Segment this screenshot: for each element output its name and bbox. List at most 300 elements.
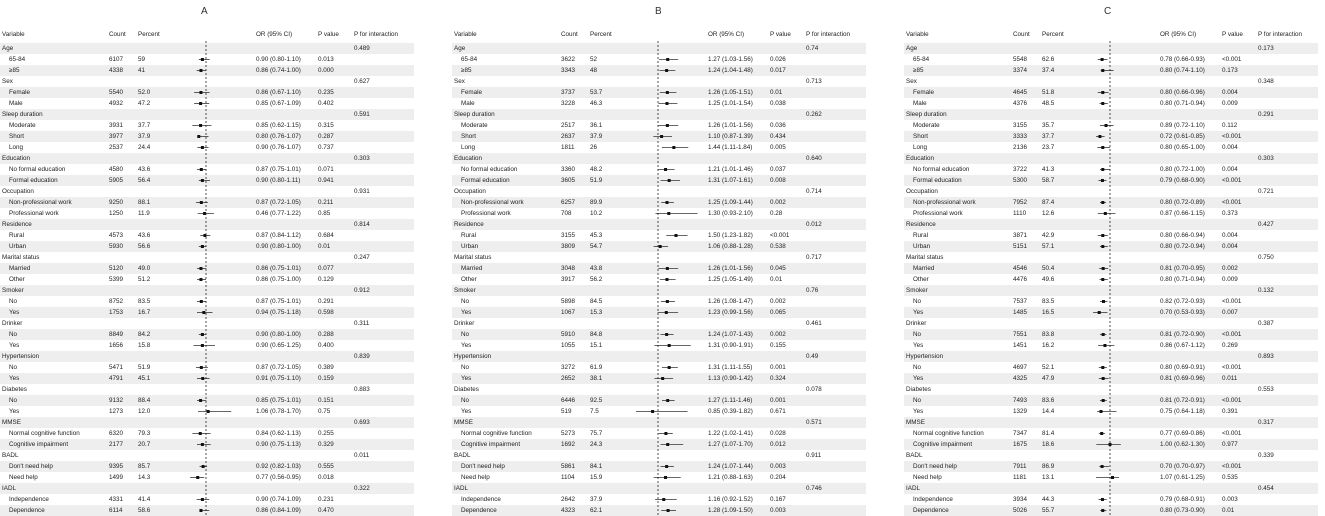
or-ci-cell: 1.24 (1.07-1.43) — [708, 331, 753, 338]
percent-cell: 26 — [590, 144, 598, 151]
p-value-cell: 0.026 — [770, 56, 786, 63]
or-point — [1102, 377, 1105, 380]
count-cell: 5905 — [109, 177, 124, 184]
or-ci-cell: 1.16 (0.92-1.52) — [708, 496, 753, 503]
p-interaction: 0.303 — [354, 155, 370, 162]
p-value-cell: 0.003 — [1222, 496, 1238, 503]
variable-label: Don't need help — [9, 463, 53, 470]
percent-cell: 59 — [138, 56, 146, 63]
count-cell: 1675 — [1013, 441, 1028, 448]
or-ci-cell: 0.80 (0.66-0.94) — [1160, 232, 1205, 239]
or-point — [666, 267, 669, 270]
or-ci-cell: 0.70 (0.53-0.93) — [1160, 309, 1205, 316]
or-point — [1101, 245, 1104, 248]
or-ci-cell: 0.80 (0.72-1.00) — [1160, 166, 1205, 173]
variable-label: Yes — [913, 342, 924, 349]
variable-label: Cognitive impairment — [461, 441, 521, 448]
or-ci-cell: 0.84 (0.62-1.13) — [256, 430, 301, 437]
or-ci-cell: 0.87 (0.75-1.01) — [256, 166, 301, 173]
or-ci-cell: 1.06 (0.78-1.70) — [256, 408, 301, 415]
count-cell: 519 — [561, 408, 572, 415]
or-ci-cell: 0.80 (0.71-0.94) — [1160, 276, 1205, 283]
or-ci-cell: 1.28 (1.09-1.50) — [708, 507, 753, 514]
or-ci-cell: 1.50 (1.23-1.82) — [708, 232, 753, 239]
or-point — [201, 498, 204, 501]
variable-label: Female — [913, 89, 934, 96]
or-point — [1102, 300, 1105, 303]
p-value-cell: 0.065 — [770, 309, 786, 316]
or-ci-cell: 0.80 (0.72-0.89) — [1160, 199, 1205, 206]
p-value-cell: 0.000 — [318, 67, 334, 74]
count-cell: 3343 — [561, 67, 576, 74]
count-cell: 4376 — [1013, 100, 1028, 107]
count-cell: 2642 — [561, 496, 576, 503]
variable-label: No — [913, 364, 922, 371]
variable-label: Other — [9, 276, 25, 283]
p-interaction: 0.173 — [1258, 45, 1274, 52]
or-point — [1101, 102, 1104, 105]
p-interaction: 0.931 — [354, 188, 370, 195]
p-interaction: 0.489 — [354, 45, 370, 52]
p-interaction: 0.461 — [806, 320, 822, 327]
or-ci-cell: 0.77 (0.69-0.86) — [1160, 430, 1205, 437]
count-cell: 3917 — [561, 276, 576, 283]
or-point — [1098, 135, 1101, 138]
count-cell: 1811 — [561, 144, 575, 151]
percent-cell: 16.2 — [1042, 342, 1055, 349]
count-cell: 3809 — [561, 243, 576, 250]
variable-label: No — [9, 298, 18, 305]
variable-label: No — [9, 331, 18, 338]
or-point — [201, 333, 204, 336]
p-interaction: 0.750 — [1258, 254, 1274, 261]
or-point — [1101, 366, 1104, 369]
variable-label: Sex — [2, 78, 13, 85]
variable-label: Occupation — [2, 188, 34, 195]
p-value-cell: 0.389 — [318, 364, 334, 371]
or-ci-cell: 1.27 (1.07-1.70) — [708, 441, 753, 448]
variable-label: Yes — [913, 408, 924, 415]
percent-cell: 20.7 — [138, 441, 151, 448]
count-cell: 4645 — [1013, 89, 1028, 96]
or-ci-cell: 1.00 (0.62-1.30) — [1160, 441, 1205, 448]
percent-cell: 11.9 — [138, 210, 150, 217]
p-value-cell: 0.01 — [318, 243, 331, 250]
p-value-cell: 0.535 — [1222, 474, 1238, 481]
panel-title: B — [655, 6, 662, 17]
or-point — [666, 124, 669, 127]
percent-cell: 53.7 — [590, 89, 603, 96]
or-point — [201, 179, 204, 182]
or-point — [200, 201, 203, 204]
or-point — [1101, 465, 1104, 468]
or-point — [201, 344, 204, 347]
p-value-cell: <0.001 — [770, 232, 790, 239]
header-or: OR (95% CI) — [256, 31, 293, 38]
percent-cell: 15.1 — [590, 342, 603, 349]
or-ci-cell: 0.86 (0.67-1.10) — [256, 89, 301, 96]
or-ci-cell: 0.80 (0.66-0.96) — [1160, 89, 1205, 96]
variable-label: Yes — [461, 342, 472, 349]
percent-cell: 37.9 — [590, 133, 603, 140]
or-ci-cell: 0.89 (0.72-1.10) — [1160, 122, 1205, 129]
percent-cell: 41 — [138, 67, 146, 74]
or-ci-cell: 1.24 (1.04-1.48) — [708, 67, 753, 74]
variable-label: Urban — [461, 243, 479, 250]
variable-label: Formal education — [913, 177, 962, 184]
count-cell: 3722 — [1013, 166, 1028, 173]
percent-cell: 52.0 — [138, 89, 151, 96]
header-or: OR (95% CI) — [1160, 31, 1197, 38]
percent-cell: 38.1 — [590, 375, 603, 382]
percent-cell: 52.1 — [1042, 364, 1055, 371]
variable-label: No formal education — [9, 166, 66, 173]
or-ci-cell: 1.10 (0.87-1.39) — [708, 133, 753, 140]
count-cell: 6320 — [109, 430, 124, 437]
percent-cell: 45.1 — [138, 375, 151, 382]
or-ci-cell: 0.90 (0.80-1.00) — [256, 331, 301, 338]
variable-label: Rural — [461, 232, 477, 239]
p-interaction: 0.348 — [1258, 78, 1274, 85]
variable-label: Dependence — [9, 507, 45, 514]
or-point — [666, 300, 669, 303]
count-cell: 3871 — [1013, 232, 1028, 239]
or-point — [199, 278, 202, 281]
count-cell: 5910 — [561, 331, 576, 338]
or-point — [197, 135, 200, 138]
or-point — [1102, 399, 1105, 402]
variable-label: Age — [2, 45, 14, 52]
variable-label: Residence — [906, 221, 936, 228]
or-ci-cell: 0.80 (0.76-1.07) — [256, 133, 301, 140]
percent-cell: 49.6 — [1042, 276, 1055, 283]
p-interaction: 0.011 — [354, 452, 370, 459]
p-value-cell: 0.434 — [770, 133, 786, 140]
p-interaction: 0.839 — [354, 353, 370, 360]
variable-label: Long — [461, 144, 476, 151]
or-ci-cell: 0.92 (0.82-1.03) — [256, 463, 301, 470]
header-variable: Variable — [906, 31, 929, 38]
variable-label: ≥85 — [461, 67, 472, 74]
or-ci-cell: 0.78 (0.66-0.93) — [1160, 56, 1205, 63]
p-value-cell: 0.037 — [770, 166, 786, 173]
p-interaction: 0.339 — [1258, 452, 1274, 459]
variable-label: Age — [454, 45, 466, 52]
variable-label: Normal cognitive function — [461, 430, 532, 437]
or-ci-cell: 1.44 (1.11-1.84) — [708, 144, 753, 151]
percent-cell: 23.7 — [1042, 144, 1055, 151]
variable-label: Short — [461, 133, 477, 140]
percent-cell: 83.5 — [138, 298, 151, 305]
variable-label: Dependence — [461, 507, 497, 514]
or-point — [668, 366, 671, 369]
count-cell: 8849 — [109, 331, 124, 338]
count-cell: 1451 — [1013, 342, 1028, 349]
or-point — [666, 443, 669, 446]
percent-cell: 58.7 — [1042, 177, 1055, 184]
or-point — [668, 179, 671, 182]
variable-label: 65-84 — [913, 56, 930, 63]
or-point — [672, 146, 675, 149]
p-interaction: 0.303 — [1258, 155, 1274, 162]
count-cell: 5548 — [1013, 56, 1028, 63]
variable-label: Moderate — [461, 122, 488, 129]
or-point — [1101, 509, 1104, 512]
variable-label: No formal education — [461, 166, 518, 173]
or-ci-cell: 1.26 (1.08-1.47) — [708, 298, 753, 305]
or-ci-cell: 0.86 (0.67-1.12) — [1160, 342, 1205, 349]
count-cell: 9250 — [109, 199, 124, 206]
variable-label: ≥85 — [9, 67, 20, 74]
p-value-cell: 0.400 — [318, 342, 334, 349]
or-point — [1101, 58, 1104, 61]
variable-label: Formal education — [9, 177, 58, 184]
or-ci-cell: 0.87 (0.84-1.12) — [256, 232, 301, 239]
count-cell: 9395 — [109, 463, 124, 470]
or-point — [1101, 69, 1104, 72]
variable-label: Need help — [9, 474, 38, 481]
p-value-cell: 0.028 — [770, 430, 786, 437]
or-point — [1102, 333, 1105, 336]
header-percent: Percent — [590, 31, 612, 38]
p-value-cell: 0.173 — [1222, 67, 1238, 74]
p-value-cell: 0.004 — [1222, 89, 1238, 96]
or-ci-cell: 0.77 (0.56-0.95) — [256, 474, 301, 481]
p-value-cell: <0.001 — [1222, 199, 1242, 206]
p-interaction: 0.883 — [354, 386, 370, 393]
variable-label: Short — [913, 133, 929, 140]
or-point — [1101, 498, 1104, 501]
p-value-cell: 0.003 — [770, 463, 786, 470]
count-cell: 7347 — [1013, 430, 1028, 437]
percent-cell: 45.3 — [590, 232, 603, 239]
p-interaction: 0.640 — [806, 155, 822, 162]
p-interaction: 0.721 — [1258, 188, 1274, 195]
or-point — [199, 267, 202, 270]
variable-label: Marital status — [2, 254, 40, 261]
percent-cell: 16.5 — [1042, 309, 1055, 316]
count-cell: 3737 — [561, 89, 576, 96]
percent-cell: 89.9 — [590, 199, 603, 206]
percent-cell: 15.9 — [590, 474, 603, 481]
or-point — [1103, 344, 1106, 347]
p-value-cell: 0.01 — [770, 89, 783, 96]
percent-cell: 37.7 — [138, 122, 151, 129]
variable-label: Sleep duration — [454, 111, 495, 118]
or-point — [1102, 267, 1105, 270]
variable-label: Rural — [913, 232, 929, 239]
header-count: Count — [109, 31, 126, 38]
p-value-cell: 0.470 — [318, 507, 334, 514]
or-point — [1101, 91, 1104, 94]
or-point — [665, 465, 668, 468]
or-ci-cell: 0.90 (0.80-1.11) — [256, 177, 301, 184]
count-cell: 9132 — [109, 397, 124, 404]
variable-label: Don't need help — [913, 463, 957, 470]
p-value-cell: 0.077 — [318, 265, 334, 272]
variable-label: Professional work — [461, 210, 511, 217]
variable-label: Yes — [461, 309, 472, 316]
or-point — [1111, 476, 1114, 479]
percent-cell: 24.4 — [138, 144, 151, 151]
header-percent: Percent — [138, 31, 160, 38]
p-value-cell: 0.003 — [770, 507, 786, 514]
header-pint: P for interaction — [806, 31, 850, 38]
or-ci-cell: 0.80 (0.72-0.94) — [1160, 243, 1205, 250]
or-ci-cell: 0.85 (0.75-1.01) — [256, 397, 301, 404]
p-interaction: 0.454 — [1258, 485, 1274, 492]
forest-plot — [0, 0, 420, 510]
percent-cell: 47.9 — [1042, 375, 1055, 382]
variable-label: Professional work — [9, 210, 59, 217]
p-interaction: 0.311 — [354, 320, 370, 327]
p-value-cell: 0.167 — [770, 496, 786, 503]
p-value-cell: 0.402 — [318, 100, 334, 107]
p-value-cell: 0.291 — [318, 298, 334, 305]
or-ci-cell: 1.25 (1.09-1.44) — [708, 199, 753, 206]
variable-label: MMSE — [2, 419, 21, 426]
or-ci-cell: 1.22 (1.02-1.41) — [708, 430, 753, 437]
or-point — [201, 58, 204, 61]
variable-label: Smoker — [906, 287, 928, 294]
variable-label: Occupation — [454, 188, 486, 195]
or-point — [201, 377, 204, 380]
variable-label: Yes — [913, 309, 924, 316]
variable-label: Moderate — [913, 122, 940, 129]
or-ci-cell: 0.86 (0.74-1.00) — [256, 67, 301, 74]
variable-label: No — [461, 298, 470, 305]
p-value-cell: 0.009 — [1222, 100, 1238, 107]
percent-cell: 24.3 — [590, 441, 603, 448]
percent-cell: 15.8 — [138, 342, 151, 349]
p-value-cell: <0.001 — [1222, 133, 1242, 140]
percent-cell: 16.7 — [138, 309, 151, 316]
variable-label: Age — [906, 45, 918, 52]
variable-label: IADL — [2, 485, 16, 492]
or-ci-cell: 0.70 (0.70-0.97) — [1160, 463, 1205, 470]
percent-cell: 54.7 — [590, 243, 603, 250]
p-interaction: 0.714 — [806, 188, 822, 195]
or-ci-cell: 0.79 (0.68-0.90) — [1160, 177, 1205, 184]
or-point — [666, 102, 669, 105]
variable-label: Formal education — [461, 177, 510, 184]
variable-label: Female — [461, 89, 482, 96]
or-ci-cell: 1.31 (0.90-1.91) — [708, 342, 753, 349]
variable-label: Short — [9, 133, 25, 140]
p-value-cell: 0.315 — [318, 122, 334, 129]
p-interaction: 0.713 — [806, 78, 822, 85]
or-point — [1101, 278, 1104, 281]
variable-label: Non-professional work — [461, 199, 524, 206]
or-ci-cell: 0.85 (0.39-1.82) — [708, 408, 753, 415]
percent-cell: 50.4 — [1042, 265, 1055, 272]
count-cell: 7537 — [1013, 298, 1028, 305]
or-ci-cell: 1.31 (1.07-1.61) — [708, 177, 753, 184]
header-count: Count — [561, 31, 578, 38]
percent-cell: 51.8 — [1042, 89, 1055, 96]
percent-cell: 84.5 — [590, 298, 603, 305]
p-value-cell: 0.391 — [1222, 408, 1238, 415]
or-point — [201, 245, 204, 248]
variable-label: IADL — [906, 485, 920, 492]
p-interaction: 0.693 — [354, 419, 370, 426]
or-point — [199, 399, 202, 402]
p-value-cell: 0.269 — [1222, 342, 1238, 349]
percent-cell: 37.9 — [590, 496, 603, 503]
p-value-cell: 0.373 — [1222, 210, 1238, 217]
count-cell: 4932 — [109, 100, 124, 107]
percent-cell: 83.8 — [1042, 331, 1055, 338]
or-ci-cell: 0.86 (0.84-1.09) — [256, 507, 301, 514]
variable-label: Residence — [2, 221, 32, 228]
or-ci-cell: 0.80 (0.65-1.00) — [1160, 144, 1205, 151]
variable-label: Yes — [461, 408, 472, 415]
p-value-cell: 0.004 — [1222, 144, 1238, 151]
panel-title: A — [201, 6, 208, 17]
or-point — [1105, 124, 1108, 127]
percent-cell: 56.4 — [138, 177, 151, 184]
count-cell: 3605 — [561, 177, 576, 184]
variable-label: Drinker — [2, 320, 23, 327]
or-ci-cell: 0.82 (0.72-0.93) — [1160, 298, 1205, 305]
p-value-cell: 0.004 — [1222, 243, 1238, 250]
p-interaction: 0.74 — [806, 45, 819, 52]
percent-cell: 43.6 — [138, 166, 151, 173]
percent-cell: 14.4 — [1042, 408, 1055, 415]
p-value-cell: 0.002 — [770, 199, 786, 206]
p-value-cell: 0.01 — [1222, 507, 1235, 514]
percent-cell: 35.7 — [1042, 122, 1055, 129]
or-point — [1101, 179, 1104, 182]
or-ci-cell: 0.81 (0.72-0.91) — [1160, 397, 1205, 404]
or-point — [661, 377, 664, 380]
count-cell: 4697 — [1013, 364, 1028, 371]
p-value-cell: 0.007 — [1222, 309, 1238, 316]
variable-label: Non-professional work — [9, 199, 72, 206]
forest-plot-panel-b — [452, 0, 872, 514]
count-cell: 4573 — [109, 232, 124, 239]
p-interaction: 0.912 — [354, 287, 370, 294]
or-point — [665, 311, 668, 314]
or-point — [666, 58, 669, 61]
percent-cell: 12.6 — [1042, 210, 1055, 217]
variable-label: Yes — [9, 408, 20, 415]
variable-label: Smoker — [454, 287, 476, 294]
or-ci-cell: 0.80 (0.73-0.90) — [1160, 507, 1205, 514]
count-cell: 6114 — [109, 507, 123, 514]
percent-cell: 13.1 — [1042, 474, 1055, 481]
variable-label: Independence — [9, 496, 49, 503]
p-value-cell: 0.045 — [770, 265, 786, 272]
percent-cell: 51.9 — [590, 177, 603, 184]
forest-plot — [904, 0, 1324, 510]
p-interaction: 0.291 — [1258, 111, 1274, 118]
variable-label: Hypertension — [454, 353, 492, 360]
or-point — [200, 366, 203, 369]
p-interaction: 0.911 — [806, 452, 822, 459]
variable-label: Moderate — [9, 122, 36, 129]
p-value-cell: 0.008 — [770, 177, 786, 184]
percent-cell: 88.1 — [138, 199, 151, 206]
percent-cell: 61.9 — [590, 364, 603, 371]
p-value-cell: 0.017 — [770, 67, 786, 74]
variable-label: Diabetes — [2, 386, 27, 393]
count-cell: 1067 — [561, 309, 576, 316]
header-pint: P for interaction — [1258, 31, 1302, 38]
count-cell: 2537 — [109, 144, 124, 151]
or-ci-cell: 1.25 (1.05-1.49) — [708, 276, 753, 283]
p-value-cell: 0.977 — [1222, 441, 1238, 448]
